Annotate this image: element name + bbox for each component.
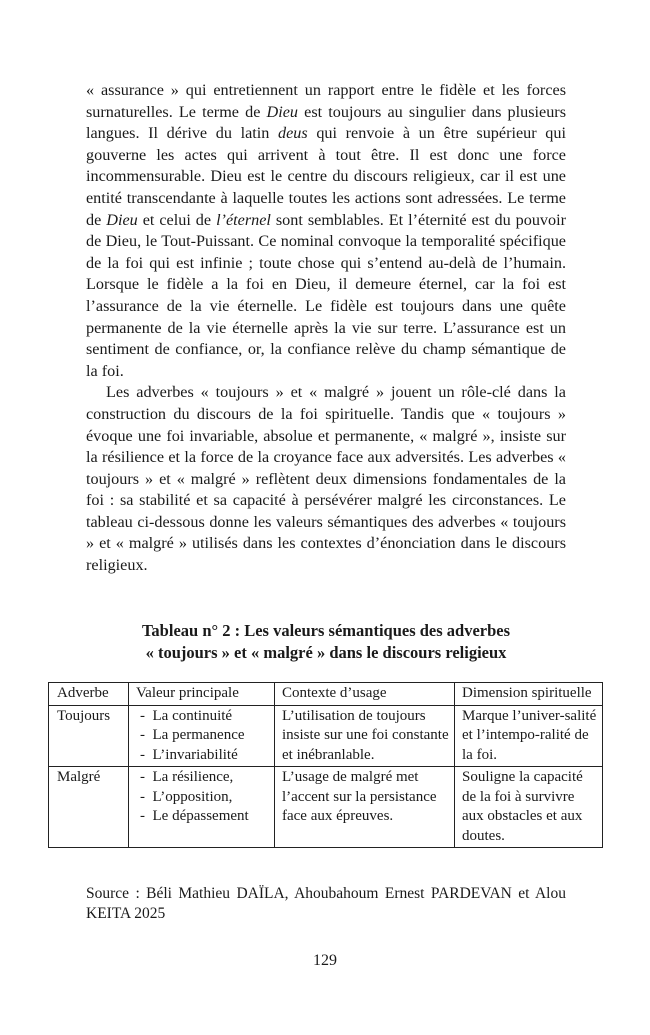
value-item: - L’opposition, <box>140 788 269 808</box>
header-valeur-principale: Valeur principale <box>129 683 275 706</box>
italic-term: Dieu <box>266 102 299 121</box>
value-item: - Le dépassement <box>140 807 269 827</box>
row-adverb: Malgré <box>49 767 129 848</box>
table-header-row <box>49 683 603 706</box>
body-text <box>86 80 566 577</box>
text-run: et celui de <box>137 210 217 229</box>
table-caption <box>86 620 566 664</box>
paragraph-2 <box>86 382 566 576</box>
italic-term: l’éternel <box>216 210 271 229</box>
value-item: - La permanence <box>140 726 269 746</box>
text-run: Les adverbes « toujours » et « malgré » jouent un rôle-clé dans la construction du discours de la foi spirituelle. Tandis que « toujours » évoque une foi invariable, absolue et permanente, « malgré », insiste sur la résilience et la force de la croyance face aux adversités. Les adverbes « toujours » et « malgré » reflètent deux dimensions fondamentales de la foi : sa stabilité et sa capacité à persévérer malgré les circonstances. Le tableau ci-dessous donne les valeurs sémantiques des adverbes « toujours » et « malgré » utilisés dans les contextes d’énonciation dans le discours religieux. <box>86 383 566 575</box>
header-adverbe: Adverbe <box>49 683 129 706</box>
table-caption-line-2: « toujours » et « malgré » dans le discours religieux <box>145 643 507 662</box>
text-run: est toujours au singulier dans plusieurs langues. Il dérive du latin <box>86 102 566 143</box>
table-row <box>49 767 603 848</box>
value-item: - La résilience, <box>140 768 269 788</box>
table-caption-line-1: Tableau n° 2 : Les valeurs sémantiques des adverbes <box>141 621 511 640</box>
row-dimension: Marque l’univer-salité et l’intempo-ralité de la foi. <box>455 705 603 767</box>
row-adverb: Toujours <box>49 705 129 767</box>
italic-term: Dieu <box>106 210 138 229</box>
row-dimension: Souligne la capacité de la foi à survivre aux obstacles et aux doutes. <box>455 767 603 848</box>
row-values <box>129 767 275 848</box>
value-item: - L’invariabilité <box>140 746 269 766</box>
value-item: - La continuité <box>140 707 269 727</box>
header-contexte-usage: Contexte d’usage <box>275 683 455 706</box>
paragraph-1 <box>86 80 566 382</box>
page-number: 129 <box>313 952 337 969</box>
semantic-values-table <box>48 682 603 848</box>
text-run: sont semblables. Et l’éternité est du pouvoir de Dieu, le Tout-Puissant. Ce nominal convoque la temporalité spécifique de la foi qui est infinie ; toute chose qui s’entend au-delà de l’humain. Lorsque le fidèle a la foi en Dieu, il demeure éternel, car la foi est l’assurance de la vie éternelle. Le fidèle est toujours dans une quête permanente de la vie éternelle après la vie sur terre. L’assurance est un sentiment de confiance, or, la confiance relève du champ sémantique de la foi. <box>86 210 567 380</box>
text-run: « assurance » qui entretiennent un rapport entre le fidèle et les forces surnaturelles. Le terme de <box>86 81 566 121</box>
table-row <box>49 705 603 767</box>
italic-term: deus <box>278 124 308 143</box>
header-dimension-spirituelle: Dimension spirituelle <box>455 683 603 706</box>
row-context: L’utilisation de toujours insiste sur une foi constante et inébranlable. <box>275 705 455 767</box>
text-run: qui renvoie à un être supérieur qui gouverne les actes qui arrivent à tout être. Il est donc une force incommensurable. Dieu est le centre du discours religieux, car il est une entité transcendante à laquelle toutes les actions sont adressées. Le terme de <box>86 124 566 229</box>
table-source: Source : Béli Mathieu DAÏLA, Ahoubahoum Ernest PARDEVAN et Alou KEITA 2025 <box>86 885 566 922</box>
row-values <box>129 705 275 767</box>
row-context: L’usage de malgré met l’accent sur la persistance face aux épreuves. <box>275 767 455 848</box>
